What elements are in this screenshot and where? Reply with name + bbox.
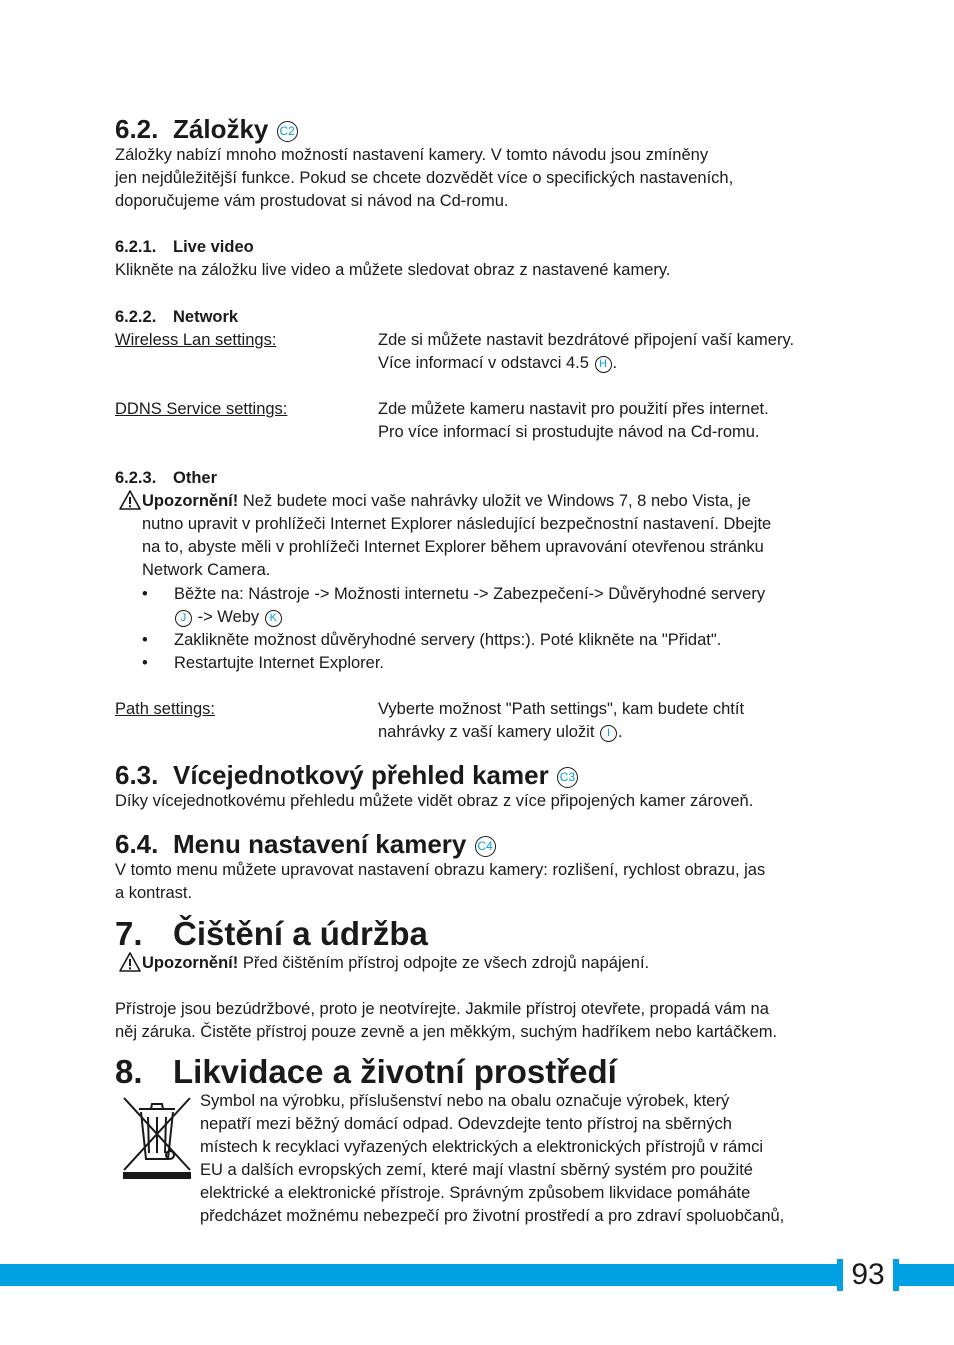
path-settings-description: [378, 698, 744, 744]
section-6-2-1-heading: [115, 236, 254, 259]
wireless-lan-label: Wireless Lan settings:: [115, 331, 277, 349]
paragraph-line: Zde můžete kameru nastavit pro použití přes internet.: [378, 400, 769, 418]
section-6-4-heading: [115, 829, 497, 859]
section-6-3-text: Díky vícejednotkovému přehledu můžete vidět obraz z více připojených kamer zároveň.: [115, 792, 754, 810]
ddns-label: DDNS Service settings:: [115, 400, 288, 418]
paragraph-line: nepatří mezi běžný domácí odpad. Odevzdejte tento přístroj na sběrných: [200, 1115, 732, 1133]
section-number: 6.4.: [115, 829, 159, 859]
reference-badge-k: K: [265, 610, 282, 627]
line-text: nahrávky z vaší kamery uložit: [378, 723, 595, 741]
paragraph-line: Vyberte možnost "Path settings", kam budete chtít: [378, 700, 745, 718]
reference-badge-h: H: [595, 356, 612, 373]
list-item-line: Běžte na: Nástroje -> Možnosti internetu -> Zabezpečení-> Důvěryhodné servery: [174, 585, 766, 603]
bullet-marker: •: [142, 585, 148, 603]
list-item-line: Zaklikněte možnost důvěryhodné servery (https:). Poté klikněte na "Přidat".: [174, 631, 722, 649]
warning-label: Upozornění!: [142, 492, 239, 510]
line-end: .: [612, 354, 618, 372]
list-item-line: [174, 606, 862, 629]
section-6-2-heading: [115, 114, 299, 144]
paragraph-line: [378, 352, 794, 375]
paragraph-line: EU a dalších evropských zemí, které mají vlastní sběrný systém pro použité: [200, 1161, 753, 1179]
section-6-2-3-heading: [115, 467, 217, 490]
section-title: Network: [173, 308, 239, 326]
footer-bar: [0, 1264, 954, 1286]
paragraph-line: Zde si můžete nastavit bezdrátové připojení vaší kamery.: [378, 331, 795, 349]
section-number: 6.2.3.: [115, 469, 157, 487]
section-title: Likvidace a životní prostředí: [173, 1053, 617, 1090]
section-title: Vícejednotkový přehled kamer: [173, 760, 549, 790]
warning-text: Před čištěním přístroj odpojte ze všech zdrojů napájení.: [238, 954, 650, 972]
paragraph-line: elektrické a elektronické přístroje. Správným způsobem likvidace pomáháte: [200, 1184, 751, 1202]
section-title: Čištění a údržba: [173, 915, 428, 952]
reference-badge-c3: C3: [557, 767, 578, 788]
warning-icon: [119, 952, 141, 977]
list-item: [142, 652, 862, 675]
section-6-2-body: [115, 144, 733, 213]
section-title: Menu nastavení kamery: [173, 829, 467, 859]
paragraph-line: Network Camera.: [142, 561, 271, 579]
bullet-list: [142, 583, 862, 675]
paragraph-line: [378, 721, 744, 744]
section-6-2-1-text: Klikněte na záložku live video a můžete sledovat obraz z nastavené kamery.: [115, 261, 671, 279]
section-title: Live video: [173, 238, 254, 256]
path-settings-label: Path settings:: [115, 700, 215, 718]
section-7-heading: [115, 915, 428, 953]
paragraph-line: Přístroje jsou bezúdržbové, proto je neotvírejte. Jakmile přístroj otevřete, propadá vám na: [115, 1000, 769, 1018]
section-number: 6.2.2.: [115, 308, 157, 326]
paragraph-line: místech k recyklaci vyřazených elektrických a elektronických přístrojů v rámci: [200, 1138, 763, 1156]
line-end: .: [618, 723, 623, 741]
warning-paragraph: [142, 490, 771, 582]
paragraph-line: Záložky nabízí mnoho možností nastavení kamery. V tomto návodu jsou zmíněny: [115, 146, 709, 164]
section-number: 7.: [115, 915, 143, 952]
reference-badge-c4: C4: [475, 836, 496, 857]
bullet-marker: •: [142, 654, 148, 672]
ddns-description: [378, 398, 769, 444]
reference-badge-i: I: [600, 725, 617, 742]
section-title: Záložky: [173, 114, 269, 144]
list-item: [142, 583, 862, 629]
wireless-lan-description: [378, 329, 794, 375]
reference-badge-j: J: [175, 610, 192, 627]
paragraph-line: Symbol na výrobku, příslušenství nebo na obalu označuje výrobek, který: [200, 1092, 730, 1110]
section-6-2-2-heading: [115, 306, 238, 329]
paragraph-line: jen nejdůležitější funkce. Pokud se chcete dozvědět více o specifických nastaveních,: [115, 169, 734, 187]
line-text: -> Weby: [193, 608, 264, 626]
list-item-line: Restartujte Internet Explorer.: [174, 654, 385, 672]
list-item: [142, 629, 862, 652]
paragraph-line: a kontrast.: [115, 884, 193, 902]
section-title: Other: [173, 469, 218, 487]
paragraph-line: V tomto menu můžete upravovat nastavení obrazu kamery: rozlišení, rychlost obrazu, jas: [115, 861, 766, 879]
section-number: 8.: [115, 1053, 143, 1090]
section-6-3-heading: [115, 760, 579, 790]
section-7-warning: [142, 952, 649, 975]
section-8-body: [200, 1090, 784, 1228]
section-6-4-body: [115, 859, 765, 905]
paragraph-line: doporučujeme vám prostudovat si návod na Cd-romu.: [115, 192, 509, 210]
weee-crossed-bin-icon: [121, 1095, 193, 1186]
paragraph-line: na to, abyste měli v prohlížeči Internet Explorer během upravování otevřenou stránku: [142, 538, 764, 556]
section-number: 6.2.1.: [115, 238, 157, 256]
paragraph-line: něj záruka. Čistěte přístroj pouze zevně a jen měkkým, suchým hadříkem nebo kartáčkem.: [115, 1023, 778, 1041]
reference-badge-c2: C2: [277, 121, 298, 142]
section-7-body: [115, 998, 777, 1044]
bullet-marker: •: [142, 631, 148, 649]
section-8-heading: [115, 1053, 617, 1091]
paragraph-line: [142, 490, 771, 513]
paragraph-line: předcházet možnému nebezpečí pro životní prostředí a pro zdraví spoluobčanů,: [200, 1207, 785, 1225]
section-number: 6.3.: [115, 760, 159, 790]
line-text: Než budete moci vaše nahrávky uložit ve Windows 7, 8 nebo Vista, je: [238, 492, 751, 510]
paragraph-line: nutno upravit v prohlížeči Internet Explorer následující bezpečnostní nastavení. Dbejte: [142, 515, 772, 533]
page-number: 93: [837, 1259, 899, 1291]
section-number: 6.2.: [115, 114, 159, 144]
line-text: Více informací v odstavci 4.5: [378, 354, 589, 372]
warning-icon: [119, 490, 141, 515]
warning-label: Upozornění!: [142, 954, 239, 972]
paragraph-line: Pro více informací si prostudujte návod na Cd-romu.: [378, 423, 760, 441]
